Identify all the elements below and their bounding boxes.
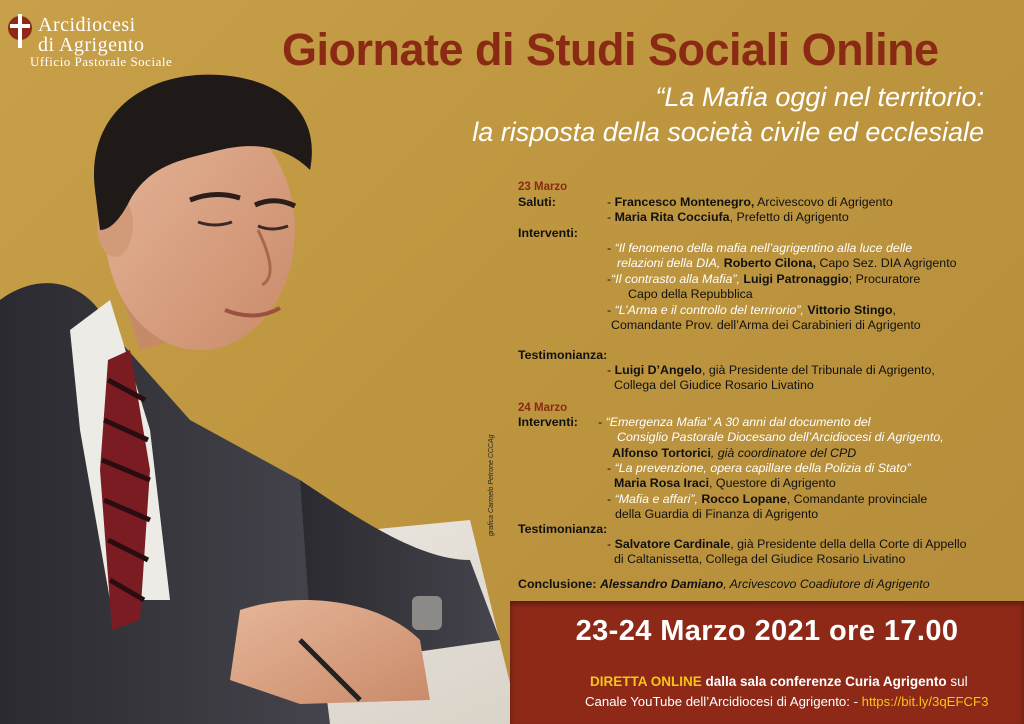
day1-testimonianza-role: Collega del Giudice Rosario Livatino (614, 378, 814, 392)
day2-testimonianza: - Salvatore Cardinale, già Presidente della della Corte di Appello (607, 537, 967, 551)
day2-testimonianza-label: Testimonianza: (518, 522, 608, 536)
day2-intervento-3: - “Mafia e affari”, Rocco Lopane, Comandante provinciale (607, 492, 928, 506)
day2-interventi-label: Interventi: (518, 415, 578, 429)
day2-intervento-2-speaker: Maria Rosa Iraci, Questore di Agrigento (614, 476, 836, 490)
day1-intervento-3: - “L’Arma e il controllo del terrirorio”, Vittorio Stingo, (607, 303, 896, 317)
live-stream-info: DIRETTA ONLINE dalla sala conferenze Curia Agrigento sul (590, 674, 968, 689)
day1-interventi-label: Interventi: (518, 226, 578, 240)
stream-link[interactable]: https://bit.ly/3qEFCF3 (861, 694, 989, 709)
day1-intervento-3-role: Comandante Prov. dell’Arma dei Carabinieri di Agrigento (611, 318, 921, 332)
day2-intervento-2: - “La prevenzione, opera capillare della Polizia di Stato” (607, 461, 911, 475)
day2-intervento-1-speaker: Alfonso Tortorici, già coordinatore del CPD (612, 446, 857, 460)
conclusione: Conclusione: Alessandro Damiano, Arcivescovo Coadiutore di Agrigento (518, 577, 930, 591)
day1-intervento-1: - “Il fenomeno della mafia nell’agrigentino alla luce delle (607, 241, 913, 255)
day1-saluto-2: - Maria Rita Cocciufa, Prefetto di Agrigento (607, 210, 849, 224)
day1-saluti-label: Saluti: (518, 195, 556, 209)
day1-saluto-1: - Francesco Montenegro, Arcivescovo di Agrigento (607, 195, 893, 209)
day2-date: 24 Marzo (518, 402, 568, 414)
day1-date: 23 Marzo (518, 181, 568, 193)
youtube-channel-info: Canale YouTube dell’Arcidiocesi di Agrigento: - https://bit.ly/3qEFCF3 (585, 694, 989, 709)
graphic-credit: grafica Carmelo Petrone CCCAg (488, 434, 495, 536)
subtitle-line1: “La Mafia oggi nel territorio: (655, 82, 984, 112)
logo-text-line1: Arcidiocesi (38, 14, 136, 36)
event-date-time: 23-24 Marzo 2021 ore 17.00 (575, 615, 959, 647)
day1-intervento-1-speaker: relazioni della DIA, Roberto Cilona, Capo Sez. DIA Agrigento (617, 256, 957, 270)
logo-text-line3: Ufficio Pastorale Sociale (30, 54, 173, 69)
day1-intervento-2: -“Il contrasto alla Mafia”, Luigi Patronaggio; Procuratore (607, 272, 921, 286)
cross-logo-icon (6, 12, 34, 52)
day1-testimonianza: - Luigi D’Angelo, già Presidente del Tribunale di Agrigento, (607, 363, 935, 377)
day2-testimonianza-role: di Caltanissetta, Collega del Giudice Rosario Livatino (614, 552, 906, 566)
day2-intervento-1: - “Emergenza Mafia” A 30 anni dal documento del (598, 415, 871, 429)
day2-intervento-1-line2: Consiglio Pastorale Diocesano dell’Arcidiocesi di Agrigento, (617, 430, 944, 444)
archdiocese-logo (4, 6, 174, 70)
page-title: Giornate di Studi Sociali Online (282, 24, 939, 75)
subtitle-line2: la risposta della società civile ed ecclesiale (472, 117, 984, 147)
day1-intervento-2-role: Capo della Repubblica (628, 287, 753, 301)
day2-intervento-3-role: della Guardia di Finanza di Agrigento (615, 507, 819, 521)
day1-testimonianza-label: Testimonianza: (518, 348, 608, 362)
logo-text-line2: di Agrigento (38, 34, 145, 56)
